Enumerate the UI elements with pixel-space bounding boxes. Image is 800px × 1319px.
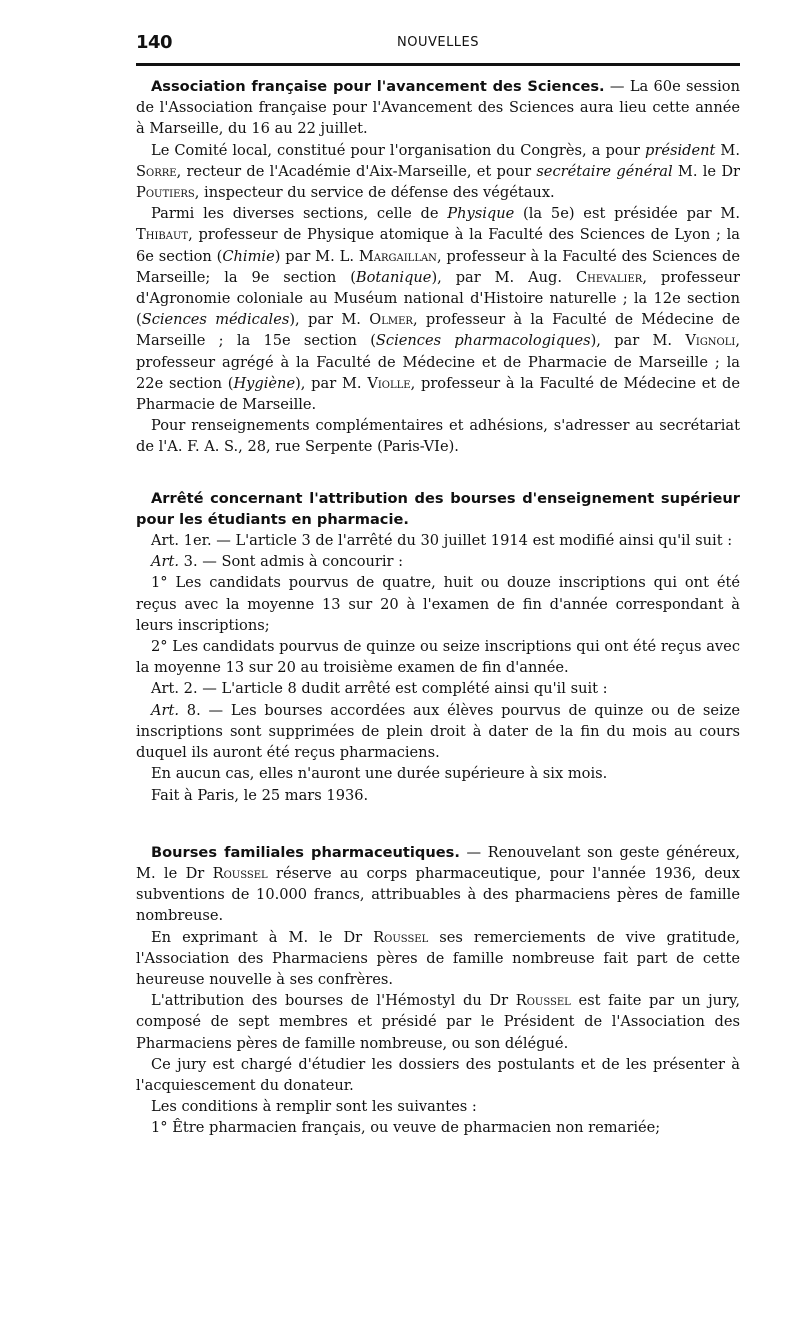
article-body: [136, 76, 740, 1139]
afas-paragraph-1: Association française pour l'avancement des Sciences. — La 60e session de l'Association française pour l'Avancement des Sciences aura lieu cette année à Marseille, du 16 au 22 juillet.: [136, 78, 740, 138]
arrete-signature-date: Fait à Paris, le 25 mars 1936.: [151, 786, 369, 804]
arrete-article-3: Art. 3. — Sont admis à concourir :: [151, 553, 404, 571]
arrete-heading: Arrêté concernant l'attribution des bourses d'enseignement supérieur pour les étudiants en pharmacie.: [136, 489, 740, 528]
arrete-duration: En aucun cas, elles n'auront une durée supérieure à six mois.: [151, 765, 608, 783]
afas-paragraph-4: Pour renseignements complémentaires et adhésions, s'adresser au secrétariat de l'A. F. A. S., 28, rue Serpente (Paris-VIe).: [136, 417, 740, 456]
page-number: 140: [136, 32, 173, 53]
bourses-paragraph-5: Les conditions à remplir sont les suivantes :: [151, 1098, 477, 1116]
bourses-heading: Bourses familiales pharmaceutiques.: [151, 843, 460, 861]
running-title: NOUVELLES: [396, 35, 480, 50]
header-rule: [136, 63, 740, 66]
afas-heading: Association française pour l'avancement des Sciences.: [151, 78, 605, 95]
page-header: [136, 30, 740, 58]
section-gap: [136, 806, 740, 842]
afas-paragraph-3: Parmi les diverses sections, celle de Physique (la 5e) est présidée par M. Thibaut, professeur de Physique atomique à la Faculté des Sciences de Lyon ; la 6e section (Chimie) par M. L. Margaillan, professeur à la Faculté des Sciences de Marseille; la 9e section (Botanique), par M. Aug. Chevalier, professeur d'Agronomie coloniale au Muséum national d'Histoire naturelle ; la 12e section (Sciences médicales), par M. Olmer, professeur à la Faculté de Médecine de Marseille ; la 15e section (Sciences pharmacologiques), par M. Vignoli, professeur agrégé à la Faculté de Médecine et de Pharmacie de Marseille ; la 22e section (Hygiène), par M. Violle, professeur à la Faculté de Médecine et de Pharmacie de Marseille.: [136, 205, 741, 414]
arrete-item-1: 1° Les candidats pourvus de quatre, huit ou douze inscriptions qui ont été reçus avec la moyenne 13 sur 20 à l'examen de fin d'année correspondant à leurs inscriptions;: [136, 574, 740, 634]
section-gap: [136, 458, 740, 488]
arrete-item-2: 2° Les candidats pourvus de quinze ou seize inscriptions qui ont été reçus avec la moyenne 13 sur 20 au troisième examen de fin d'année.: [136, 638, 740, 677]
bourses-paragraph-1: Bourses familiales pharmaceutiques. — Renouvelant son geste généreux, M. le Dr Roussel réserve au corps pharmaceutique, pour l'année 1936, deux subventions de 10.000 francs, attribuables à des pharmaciens pères de famille nombreuse.: [136, 843, 740, 925]
bourses-paragraph-2: En exprimant à M. le Dr Roussel ses remerciements de vive gratitude, l'Association des Pharmaciens pères de famille nombreuse fait part de cette heureuse nouvelle à ses confrères.: [136, 928, 740, 988]
arrete-article-1: Art. 1er. — L'article 3 de l'arrêté du 30 juillet 1914 est modifié ainsi qu'il suit :: [151, 532, 733, 550]
bourses-condition-1: 1° Être pharmacien français, ou veuve de pharmacien non remariée;: [151, 1119, 661, 1137]
bourses-paragraph-3: L'attribution des bourses de l'Hémostyl du Dr Roussel est faite par un jury, composé de sept membres et présidé par le Président de l'Association des Pharmaciens pères de famille nombreuse, ou son délégué.: [136, 992, 740, 1052]
arrete-article-2: Art. 2. — L'article 8 dudit arrêté est complété ainsi qu'il suit :: [151, 680, 608, 698]
arrete-article-8: Art. 8. — Les bourses accordées aux élèves pourvus de quinze ou de seize inscriptions sont supprimées de plein droit à dater de la fin du mois au cours duquel ils auront été reçus pharmaciens.: [136, 701, 740, 762]
bourses-paragraph-4: Ce jury est chargé d'étudier les dossiers des postulants et de les présenter à l'acquiescement du donateur.: [136, 1055, 740, 1094]
afas-paragraph-2: Le Comité local, constitué pour l'organisation du Congrès, a pour président M. Sorre, recteur de l'Académie d'Aix-Marseille, et pour secrétaire général M. le Dr Poutiers, inspecteur du service de défense des végétaux.: [136, 141, 740, 202]
